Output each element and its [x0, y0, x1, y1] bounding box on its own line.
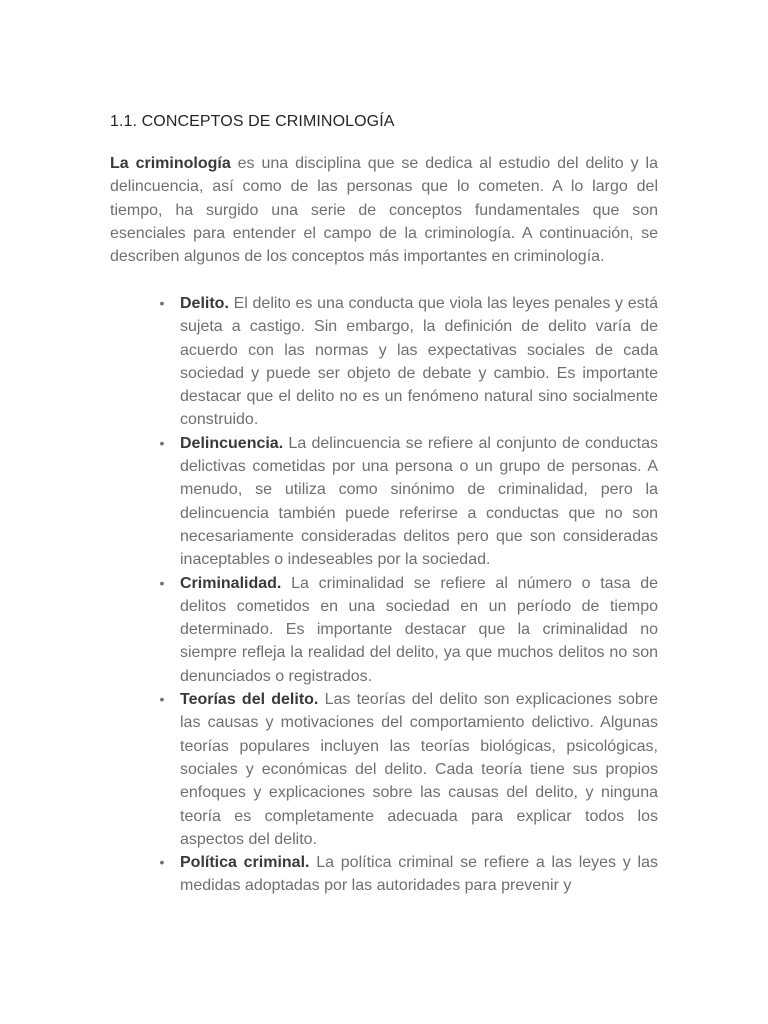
- concept-term: Delincuencia.: [180, 434, 284, 452]
- list-item-delincuencia: [159, 432, 658, 572]
- bullet-icon: •: [159, 854, 165, 871]
- concept-term: Criminalidad.: [180, 574, 282, 592]
- concept-text: La criminalidad se refiere al número o tasa de delitos cometidos en una sociedad en un período de tiempo determinado. Es importante destacar que la criminalidad no siempre refleja la realidad del delito, ya que muchos delitos no son denunciados o registrados.: [180, 574, 658, 685]
- section-heading: 1.1. CONCEPTOS DE CRIMINOLOGÍA: [110, 113, 395, 130]
- concept-text: El delito es una conducta que viola las leyes penales y está sujeta a castigo. Sin embargo, la definición de delito varía de acuerdo con las normas y las expectativas sociales de cada sociedad y puede ser objeto de debate y cambio. Es importante destacar que el delito no es un fenómeno natural sino socialmente construido.: [180, 295, 658, 429]
- concept-term: Teorías del delito.: [180, 691, 319, 709]
- bullet-icon: •: [159, 434, 165, 451]
- concept-term: Política criminal.: [180, 854, 310, 872]
- bullet-icon: •: [159, 691, 165, 708]
- list-item-delito: [159, 292, 658, 432]
- intro-term: La criminología: [110, 155, 231, 172]
- intro-text: es una disciplina que se dedica al estudio del delito y la delincuencia, así como de las personas que lo cometen. A lo largo del tiempo, ha surgido una serie de conceptos fundamentales que son esenciales para entender el campo de la criminología. A continuación, se describen algunos de los conceptos más importantes en criminología.: [110, 155, 658, 266]
- concept-term: Delito.: [180, 295, 229, 312]
- concept-text: La política criminal se refiere a las leyes y las medidas adoptadas por las autoridades para prevenir y: [180, 854, 659, 895]
- list-item-teorias-del-delito: [159, 688, 659, 851]
- list-item-criminalidad: [159, 572, 658, 688]
- intro-paragraph: [110, 152, 658, 268]
- concept-text: Las teorías del delito son explicaciones sobre las causas y motivaciones del comportamiento delictivo. Algunas teorías populares incluyen las teorías biológicas, psicológicas, sociales y económicas del delito. Cada teoría tiene sus propios enfoques y explicaciones sobre las causas del delito, y ninguna teoría es completamente adecuada para explicar todos los aspectos del delito.: [180, 691, 659, 848]
- list-item-politica-criminal: [159, 851, 659, 898]
- concepts-list: [159, 292, 659, 898]
- concept-text: La delincuencia se refiere al conjunto de conductas delictivas cometidas por una persona o un grupo de personas. A menudo, se utiliza como sinónimo de criminalidad, pero la delincuencia también puede referirse a conductas que no son necesariamente consideradas delitos pero que son consideradas inaceptables o indeseables por la sociedad.: [180, 434, 658, 569]
- bullet-icon: •: [159, 295, 165, 311]
- bullet-icon: •: [159, 574, 165, 591]
